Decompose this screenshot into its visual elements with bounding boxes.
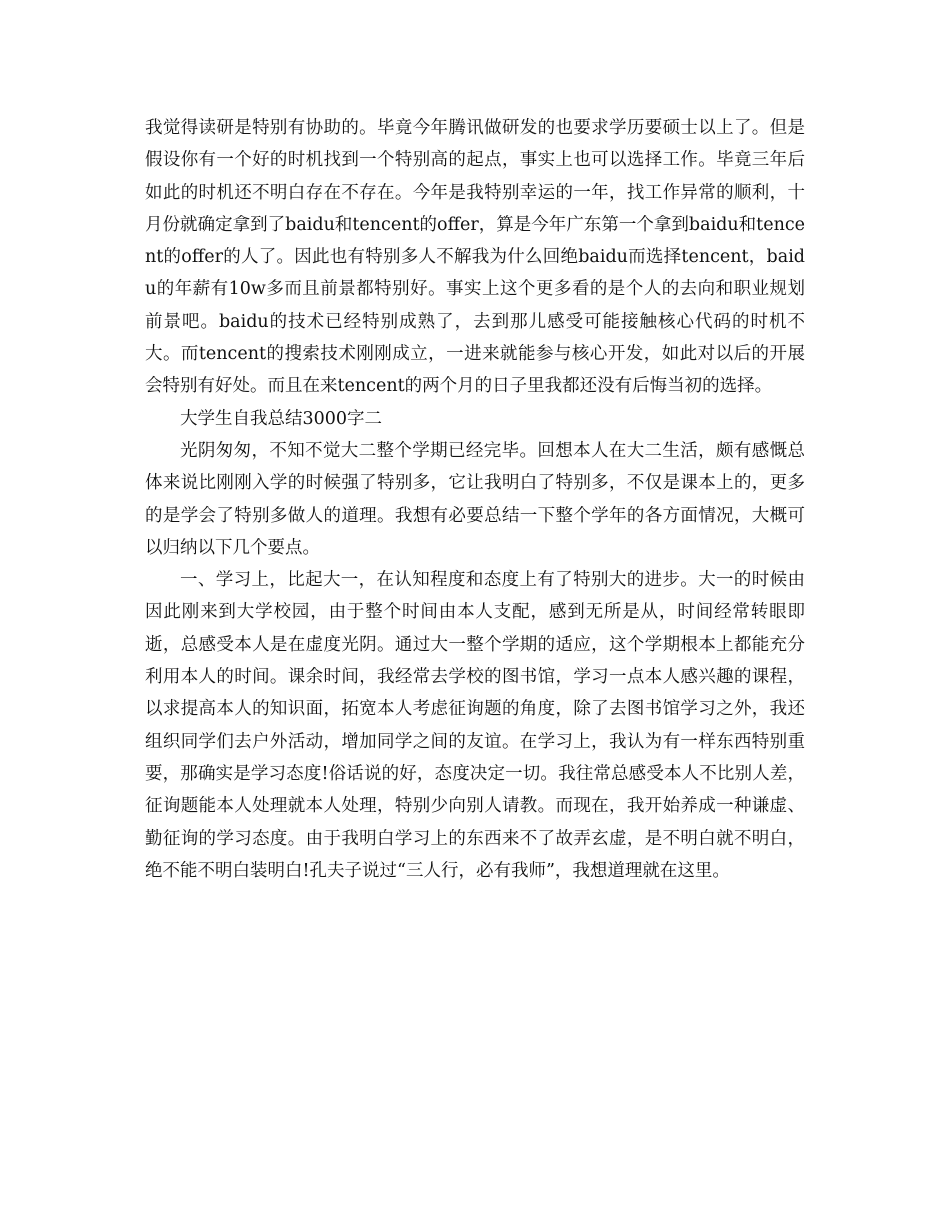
section-heading: 大学生自我总结3000字二 — [180, 408, 383, 429]
paragraph-1: 我觉得读研是特别有协助的。毕竟今年腾讯做研发的也要求学历要硕士以上了。但是假设你有一个好的时机找到一个特别高的起点，事实上也可以选择工作。毕竟三年后如此的时机还不明白存在不存在。今年是我特别幸运的一年，找工作异常的顺利，十月份就确定拿到了baidu和tencent的offer，算是今年广东第一个拿到baidu和tencent的offer的人了。因此也有特别多人不解我为什么回绝baidu而选择tencent，baidu的年薪有10w多而且前景都特别好。事实上这个更多看的是个人的去向和职业规划前景吧。baidu的技术已经特别成熟了，去到那儿感受可能接触核心代码的时机不大。而tencent的搜索技术刚刚成立，一进来就能参与核心开发，如此对以后的开展会特别有好处。而且在来tencent的两个月的日子里我都还没有后悔当初的选择。 — [145, 118, 805, 397]
paragraph-2: 光阴匆匆，不知不觉大二整个学期已经完毕。回想本人在大二生活，颇有感慨总体来说比刚刚入学的时候强了特别多，它让我明白了特别多，不仅是课本上的，更多的是学会了特别多做人的道理。我想有必要总结一下整个学年的各方面情况，大概可以归纳以下几个要点。 — [145, 440, 805, 558]
paragraph-3: 一、学习上，比起大一，在认知程度和态度上有了特别大的进步。大一的时候由因此刚来到大学校园，由于整个时间由本人支配，感到无所是从，时间经常转眼即逝，总感受本人是在虚度光阴。通过大一整个学期的适应，这个学期根本上都能充分利用本人的时间。课余时间，我经常去学校的图书馆，学习一点本人感兴趣的课程，以求提高本人的知识面，拓宽本人考虑征询题的角度，除了去图书馆学习之外，我还组织同学们去户外活动，增加同学之间的友谊。在学习上，我认为有一样东西特别重要，那确实是学习态度!俗话说的好，态度决定一切。我往常总感受本人不比别人差，征询题能本人处理就本人处理，特别少向别人请教。而现在，我开始养成一种谦虚、勤征询的学习态度。由于我明白学习上的东西来不了故弄玄虚，是不明白就不明白，绝不能不明白装明白!孔夫子说过“三人行，必有我师”，我想道理就在这里。 — [145, 570, 805, 881]
document-body — [145, 112, 805, 887]
